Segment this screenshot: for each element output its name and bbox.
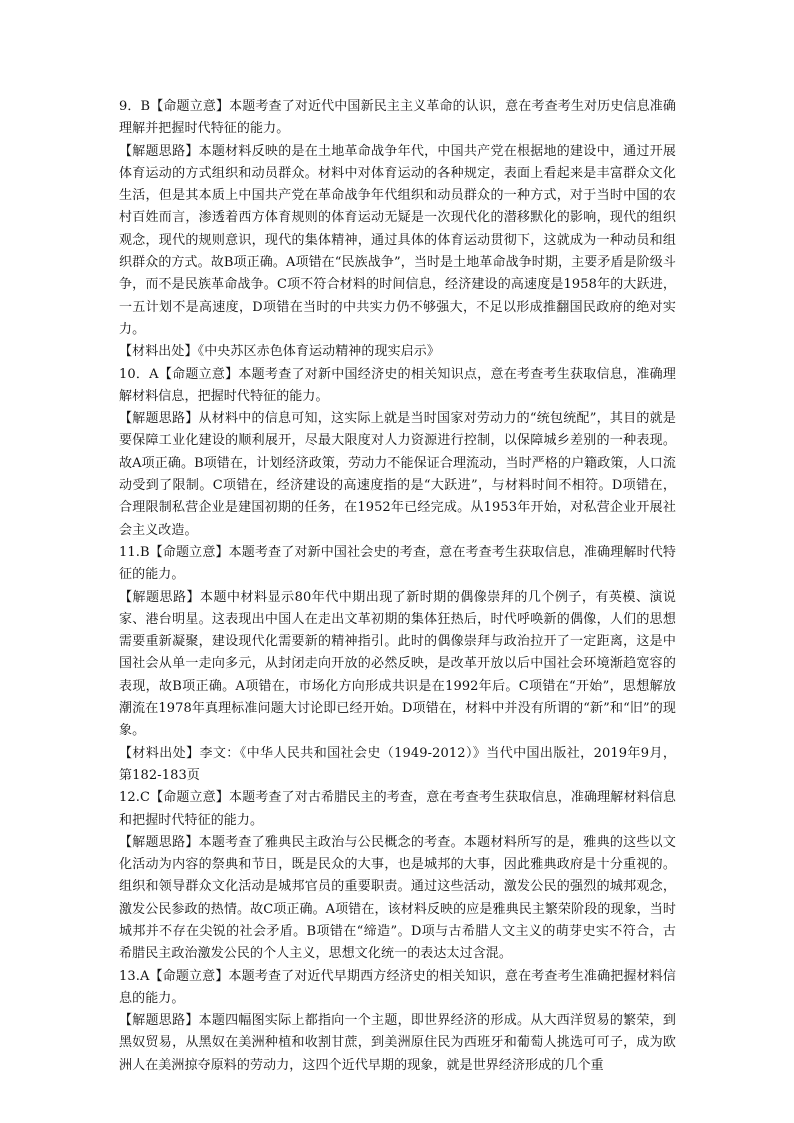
q11-analysis-paragraph: 【解题思路】本题中材料显示80年代中期出现了新时期的偶像崇拜的几个例子，有英模、演说家、港台明星。这表现出中国人在走出文革初期的集体狂热后，时代呼唤新的偶像，人们的思想需要重新凝聚，建设现代化需要新的精神指引。此时的偶像崇拜与政治拉开了一定距离，这是中国社会从单一走向多元，从封闭走向开放的必然反映，是改革开放以后中国社会环境渐趋宽容的表现，故B项正确。A项错在，市场化方向形成共识是在1992年后。C项错在“开始”，思想解放潮流在1978年真理标准问题大讨论即已经开始。D项错在，材料中并没有所谓的“新”和“旧”的现象。 [119, 589, 676, 739]
q13-intent-paragraph: 13.A【命题立意】本题考查了对近代早期西方经济史的相关知识，意在考查考生准确把握材料信息的能力。 [119, 968, 676, 1006]
q9-analysis-paragraph: 【解题思路】本题材料反映的是在土地革命战争年代，中国共产党在根据地的建设中，通过开展体育运动的方式组织和动员群众。材料中对体育运动的各种规定，表面上看起来是丰富群众文化生活，但是其本质上中国共产党在革命战争年代组织和动员群众的一种方式，对于当时中国的农村百姓而言，渗透着西方体育规则的体育运动无疑是一次现代化的潜移默化的影响，现代的组织观念，现代的规则意识，现代的集体精神，通过具体的体育运动贯彻下，这就成为一种动员和组织群众的方式。故B项正确。A项错在“民族战争”，当时是土地革命战争时期，主要矛盾是阶级斗争，而不是民族革命战争。C项不符合材料的时间信息，经济建设的高速度是1958年的大跃进，一五计划不是高速度，D项错在当时的中共实力仍不够强大，不足以形成推翻国民政府的绝对实力。 [119, 143, 676, 337]
q13-analysis-paragraph: 【解题思路】本题四幅图实际上都指向一个主题，即世界经济的形成。从大西洋贸易的繁荣，到黑奴贸易，从黑奴在美洲种植和收割甘蔗，到美洲原住民为西班牙和葡萄人挑选可可子，成为欧洲人在美洲掠夺原料的劳动力，这四个近代早期的现象，就是世界经济形成的几个重 [119, 1013, 676, 1073]
q12-intent-paragraph: 12.C【命题立意】本题考查了对古希腊民主的考查，意在考查考生获取信息，准确理解材料信息和把握时代特征的能力。 [119, 790, 676, 828]
q9-intent-paragraph: 9．B【命题立意】本题考查了对近代中国新民主主义革命的认识，意在考查考生对历史信息准确理解并把握时代特征的能力。 [119, 99, 676, 137]
q10-analysis-paragraph: 【解题思路】从材料中的信息可知，这实际上就是当时国家对劳动力的“统包统配”，其目的就是要保障工业化建设的顺利展开，尽最大限度对人力资源进行控制，以保障城乡差别的一种表现。故A项正确。B项错在，计划经济政策，劳动力不能保证合理流动，当时严格的户籍政策，人口流动受到了限制。C项错在，经济建设的高速度指的是“大跃进”，与材料时间不相符。D项错在，合理限制私营企业是建国初期的任务，在1952年已经完成。从1953年开始，对私营企业开展社会主义改造。 [119, 411, 676, 538]
q12-analysis-paragraph: 【解题思路】本题考查了雅典民主政治与公民概念的考查。本题材料所写的是，雅典的这些以文化活动为内容的祭典和节日，既是民众的大事，也是城邦的大事，因此雅典政府是十分重视的。组织和领导群众文化活动是城邦官员的重要职责。通过这些活动，激发公民的强烈的城邦观念，激发公民参政的热情。故C项正确。A项错在，该材料反映的应是雅典民主繁荣阶段的现象，当时城邦并不存在尖锐的社会矛盾。B项错在“缔造”。D项与古希腊人文主义的萌芽史实不符合，古希腊民主政治激发公民的个人主义，思想文化统一的表达太过含混。 [119, 834, 676, 962]
q11-source-paragraph: 【材料出处】李文：《中华人民共和国社会史（1949-2012）》当代中国出版社，2019年9月，第182-183页 [119, 745, 676, 783]
q11-intent-paragraph: 11.B【命题立意】本题考查了对新中国社会史的考查，意在考查考生获取信息，准确理解时代特征的能力。 [119, 544, 676, 583]
document-page [119, 96, 676, 1077]
q9-source-paragraph: 【材料出处】《中央苏区赤色体育运动精神的现实启示》 [119, 344, 441, 360]
q10-intent-paragraph: 10．A【命题立意】本题考查了对新中国经济史的相关知识点，意在考查考生获取信息，准确理解材料信息，把握时代特征的能力。 [119, 366, 676, 404]
